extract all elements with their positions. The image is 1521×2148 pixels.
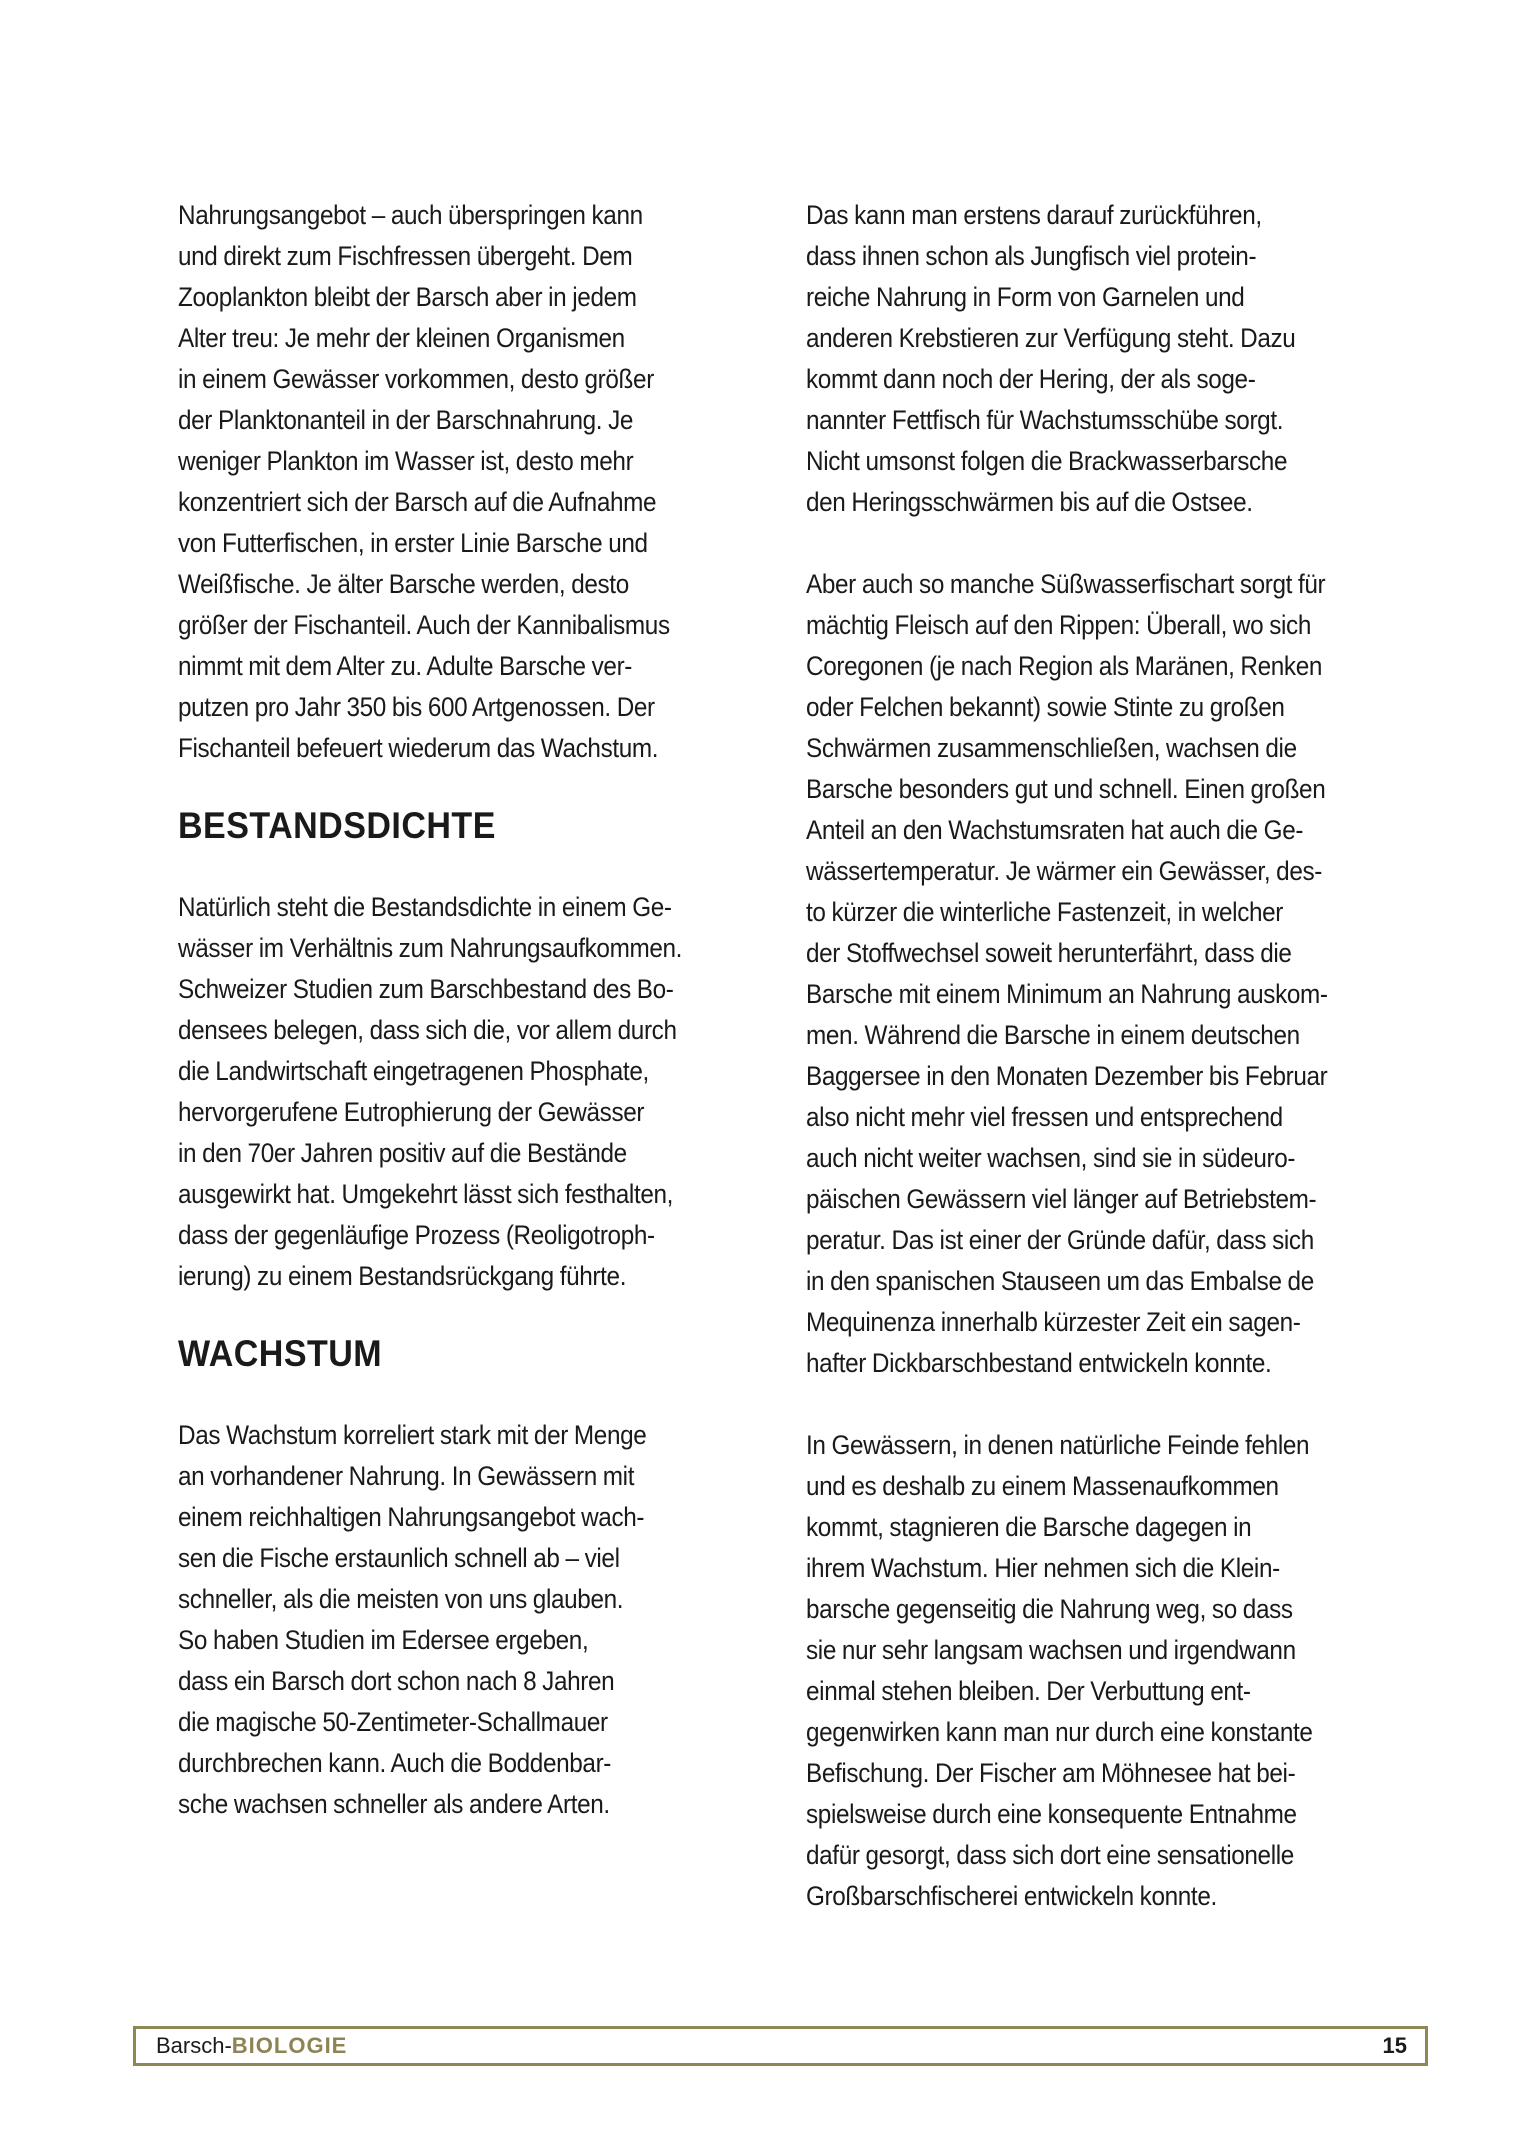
text-line: in den spanischen Stauseen um das Embalse de [806,1266,1314,1296]
body-paragraph [806,195,1405,523]
body-paragraph [806,1425,1405,1917]
text-line: Zooplankton bleibt der Barsch aber in jedem [178,282,637,312]
text-line: dass ein Barsch dort schon nach 8 Jahren [178,1666,615,1696]
footer-title-prefix: Barsch- [156,2033,232,2058]
text-line: weniger Plankton im Wasser ist, desto mehr [178,446,634,476]
text-line: oder Felchen bekannt) sowie Stinte zu großen [806,692,1285,722]
intro-paragraph [178,195,757,769]
text-line: In Gewässern, in denen natürliche Feinde fehlen [806,1430,1310,1460]
text-line: und es deshalb zu einem Massenaufkommen [806,1471,1279,1501]
text-line: Schweizer Studien zum Barschbestand des Bo- [178,974,674,1004]
text-line: Nahrungsangebot – auch überspringen kann [178,200,643,230]
text-line: Das kann man erstens darauf zurückführen, [806,200,1262,230]
text-line: men. Während die Barsche in einem deutschen [806,1020,1300,1050]
text-line: päischen Gewässern viel länger auf Betriebstem- [806,1184,1317,1214]
text-line: to kürzer die winterliche Fastenzeit, in welcher [806,897,1284,927]
paragraph-spacer [806,1384,1406,1425]
section-heading-bestandsdichte: BESTANDSDICHTE [178,805,496,846]
text-line: densees belegen, dass sich die, vor allem durch [178,1015,677,1045]
text-line: Nicht umsonst folgen die Brackwasserbarsche [806,446,1288,476]
text-line: dafür gesorgt, dass sich dort eine sensationelle [806,1840,1294,1870]
section-heading-wachstum: WACHSTUM [178,1333,383,1374]
text-line: größer der Fischanteil. Auch der Kannibalismus [178,610,670,640]
text-line: und direkt zum Fischfressen übergeht. Dem [178,241,633,271]
text-line: Barsche mit einem Minimum an Nahrung auskom- [806,979,1328,1009]
left-column [178,195,758,1825]
text-line: peratur. Das ist einer der Gründe dafür, dass sich [806,1225,1314,1255]
section-heading-block [178,769,758,887]
text-line: Großbarschfischerei entwickeln konnte. [806,1881,1217,1911]
text-line: sche wachsen schneller als andere Arten. [178,1789,610,1819]
text-line: wässertemperatur. Je wärmer ein Gewässer, des- [806,856,1322,886]
text-line: ierung) zu einem Bestandsrückgang führte. [178,1261,627,1291]
text-line: putzen pro Jahr 350 bis 600 Artgenossen. Der [178,692,655,722]
text-line: dass ihnen schon als Jungfisch viel protein- [806,241,1257,271]
text-line: spielsweise durch eine konsequente Entnahme [806,1799,1297,1829]
text-line: mächtig Fleisch auf den Rippen: Überall, wo sich [806,610,1311,640]
text-line: der Stoffwechsel soweit herunterfährt, dass die [806,938,1292,968]
text-line: die Landwirtschaft eingetragenen Phosphate, [178,1056,649,1086]
bestandsdichte-paragraph [178,887,757,1297]
text-line: in einem Gewässer vorkommen, desto größer [178,364,654,394]
text-line: in den 70er Jahren positiv auf die Bestände [178,1138,627,1168]
text-line: Befischung. Der Fischer am Möhnesee hat bei- [806,1758,1296,1788]
text-line: einem reichhaltigen Nahrungsangebot wach- [178,1502,645,1532]
page-footer [133,2026,1428,2066]
text-line: also nicht mehr viel fressen und entsprechend [806,1102,1283,1132]
text-line: schneller, als die meisten von uns glauben. [178,1584,624,1614]
text-line: einmal stehen bleiben. Der Verbuttung ent- [806,1676,1251,1706]
text-line: reiche Nahrung in Form von Garnelen und [806,282,1245,312]
text-line: Mequinenza innerhalb kürzester Zeit ein sagen- [806,1307,1301,1337]
text-line: auch nicht weiter wachsen, sind sie in südeuro- [806,1143,1296,1173]
text-line: nimmt mit dem Alter zu. Adulte Barsche ver- [178,651,633,681]
text-line: durchbrechen kann. Auch die Boddenbar- [178,1748,612,1778]
text-line: nannter Fettfisch für Wachstumsschübe sorgt. [806,405,1284,435]
text-line: Anteil an den Wachstumsraten hat auch die Ge- [806,815,1304,845]
text-line: Fischanteil befeuert wiederum das Wachstum. [178,733,659,763]
paragraph-spacer [806,523,1406,564]
text-line: wässer im Verhältnis zum Nahrungsaufkommen. [178,933,683,963]
text-line: ihrem Wachstum. Hier nehmen sich die Klein- [806,1553,1280,1583]
text-line: Alter treu: Je mehr der kleinen Organismen [178,323,625,353]
text-line: sen die Fische erstaunlich schnell ab – viel [178,1543,620,1573]
text-line: konzentriert sich der Barsch auf die Aufnahme [178,487,657,517]
text-line: der Planktonanteil in der Barschnahrung. Je [178,405,634,435]
footer-title-accent: BIOLOGIE [231,2033,348,2058]
text-line: hervorgerufene Eutrophierung der Gewässer [178,1097,645,1127]
text-line: den Heringsschwärmen bis auf die Ostsee. [806,487,1253,517]
text-line: Aber auch so manche Süßwasserfischart sorgt für [806,569,1326,599]
text-line: kommt dann noch der Hering, der als soge- [806,364,1256,394]
body-paragraph [806,564,1405,1384]
text-line: Das Wachstum korreliert stark mit der Menge [178,1420,647,1450]
text-line: Weißfische. Je älter Barsche werden, desto [178,569,629,599]
wachstum-paragraph [178,1415,757,1825]
text-line: Natürlich steht die Bestandsdichte in einem Ge- [178,892,672,922]
text-line: Schwärmen zusammenschließen, wachsen die [806,733,1297,763]
footer-publication-title [156,2033,347,2059]
text-line: die magische 50-Zentimeter-Schallmauer [178,1707,608,1737]
text-line: gegenwirken kann man nur durch eine konstante [806,1717,1313,1747]
right-column [806,195,1406,1917]
page-number: 15 [1382,2033,1407,2058]
text-line: sie nur sehr langsam wachsen und irgendwann [806,1635,1296,1665]
text-line: kommt, stagnieren die Barsche dagegen in [806,1512,1252,1542]
text-line: von Futterfischen, in erster Linie Barsche und [178,528,648,558]
text-line: Baggersee in den Monaten Dezember bis Februar [806,1061,1328,1091]
text-line: anderen Krebstieren zur Verfügung steht. Dazu [806,323,1296,353]
section-heading-block [178,1297,758,1415]
text-line: So haben Studien im Edersee ergeben, [178,1625,589,1655]
text-line: ausgewirkt hat. Umgekehrt lässt sich festhalten, [178,1179,674,1209]
text-line: Barsche besonders gut und schnell. Einen großen [806,774,1326,804]
text-line: Coregonen (je nach Region als Maränen, Renken [806,651,1323,681]
text-line: barsche gegenseitig die Nahrung weg, so dass [806,1594,1293,1624]
text-line: hafter Dickbarschbestand entwickeln konnte. [806,1348,1272,1378]
text-line: an vorhandener Nahrung. In Gewässern mit [178,1461,635,1491]
text-line: dass der gegenläufige Prozess (Reoligotroph- [178,1220,655,1250]
